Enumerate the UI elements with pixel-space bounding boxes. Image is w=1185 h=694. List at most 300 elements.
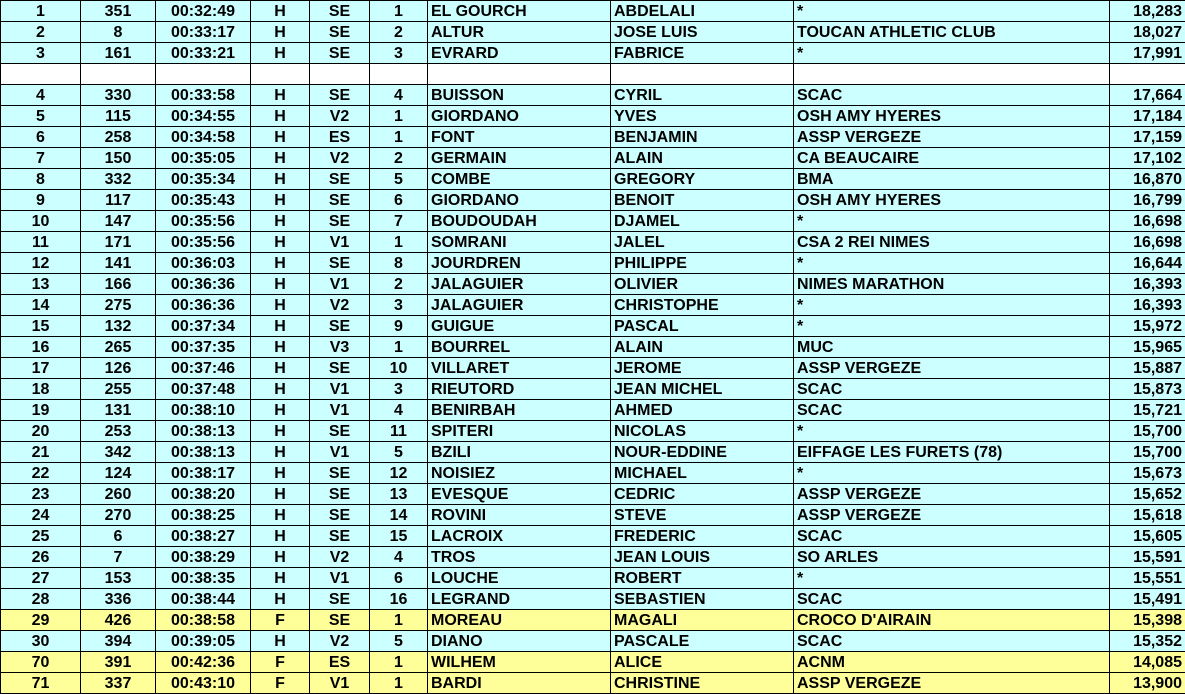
time-cell xyxy=(156,64,251,85)
time-cell: 00:39:05 xyxy=(156,631,251,652)
category-cell: ES xyxy=(310,127,370,148)
time-cell: 00:35:43 xyxy=(156,190,251,211)
table-row xyxy=(1,316,1185,337)
speed-cell xyxy=(1110,64,1185,85)
sex-cell: H xyxy=(251,22,310,43)
first-name-cell: ALAIN xyxy=(611,337,794,358)
first-name-cell: PASCAL xyxy=(611,316,794,337)
club-cell: CA BEAUCAIRE xyxy=(794,148,1110,169)
speed-cell: 15,873 xyxy=(1110,379,1185,400)
category-cell: SE xyxy=(310,253,370,274)
speed-cell: 17,159 xyxy=(1110,127,1185,148)
category-cell: V1 xyxy=(310,673,370,694)
time-cell: 00:35:05 xyxy=(156,148,251,169)
time-cell: 00:38:17 xyxy=(156,463,251,484)
category-rank-cell: 8 xyxy=(370,253,428,274)
category-cell: SE xyxy=(310,526,370,547)
speed-cell: 16,644 xyxy=(1110,253,1185,274)
time-cell: 00:34:58 xyxy=(156,127,251,148)
first-name-cell: DJAMEL xyxy=(611,211,794,232)
last-name-cell: BOURREL xyxy=(428,337,611,358)
last-name-cell: FONT xyxy=(428,127,611,148)
category-cell: V2 xyxy=(310,148,370,169)
category-cell xyxy=(310,64,370,85)
rank-cell: 12 xyxy=(1,253,81,274)
first-name-cell: NICOLAS xyxy=(611,421,794,442)
time-cell: 00:35:56 xyxy=(156,211,251,232)
club-cell: SCAC xyxy=(794,85,1110,106)
club-cell: SCAC xyxy=(794,379,1110,400)
time-cell: 00:33:21 xyxy=(156,43,251,64)
last-name-cell: GUIGUE xyxy=(428,316,611,337)
first-name-cell: JEAN LOUIS xyxy=(611,547,794,568)
first-name-cell: ABDELALI xyxy=(611,1,794,22)
bib-cell: 117 xyxy=(81,190,156,211)
bib-cell: 153 xyxy=(81,568,156,589)
last-name-cell: ROVINI xyxy=(428,505,611,526)
last-name-cell: BZILI xyxy=(428,442,611,463)
category-cell: V1 xyxy=(310,568,370,589)
time-cell: 00:38:44 xyxy=(156,589,251,610)
first-name-cell: MAGALI xyxy=(611,610,794,631)
first-name-cell: JALEL xyxy=(611,232,794,253)
time-cell: 00:32:49 xyxy=(156,1,251,22)
speed-cell: 15,721 xyxy=(1110,400,1185,421)
sex-cell: H xyxy=(251,316,310,337)
club-cell: SCAC xyxy=(794,631,1110,652)
category-rank-cell: 1 xyxy=(370,652,428,673)
table-row xyxy=(1,589,1185,610)
category-rank-cell: 2 xyxy=(370,274,428,295)
time-cell: 00:37:48 xyxy=(156,379,251,400)
table-row xyxy=(1,400,1185,421)
speed-cell: 15,605 xyxy=(1110,526,1185,547)
first-name-cell: OLIVIER xyxy=(611,274,794,295)
sex-cell: H xyxy=(251,253,310,274)
time-cell: 00:38:25 xyxy=(156,505,251,526)
last-name-cell: EL GOURCH xyxy=(428,1,611,22)
club-cell: * xyxy=(794,1,1110,22)
last-name-cell: SOMRANI xyxy=(428,232,611,253)
sex-cell: H xyxy=(251,85,310,106)
time-cell: 00:38:58 xyxy=(156,610,251,631)
table-row xyxy=(1,1,1185,22)
club-cell: * xyxy=(794,211,1110,232)
category-rank-cell: 1 xyxy=(370,1,428,22)
sex-cell: H xyxy=(251,442,310,463)
sex-cell: H xyxy=(251,379,310,400)
table-row xyxy=(1,358,1185,379)
table-row xyxy=(1,421,1185,442)
first-name-cell: NOUR-EDDINE xyxy=(611,442,794,463)
rank-cell: 10 xyxy=(1,211,81,232)
time-cell: 00:38:29 xyxy=(156,547,251,568)
time-cell: 00:43:10 xyxy=(156,673,251,694)
sex-cell: H xyxy=(251,106,310,127)
last-name-cell: NOISIEZ xyxy=(428,463,611,484)
rank-cell: 19 xyxy=(1,400,81,421)
category-rank-cell: 9 xyxy=(370,316,428,337)
table-row xyxy=(1,127,1185,148)
rank-cell: 1 xyxy=(1,1,81,22)
category-cell: V1 xyxy=(310,232,370,253)
club-cell: ASSP VERGEZE xyxy=(794,358,1110,379)
last-name-cell: EVESQUE xyxy=(428,484,611,505)
category-cell: V2 xyxy=(310,631,370,652)
category-cell: V1 xyxy=(310,400,370,421)
time-cell: 00:35:56 xyxy=(156,232,251,253)
category-cell: SE xyxy=(310,169,370,190)
last-name-cell: MOREAU xyxy=(428,610,611,631)
club-cell: * xyxy=(794,316,1110,337)
rank-cell: 7 xyxy=(1,148,81,169)
first-name-cell: BENJAMIN xyxy=(611,127,794,148)
category-rank-cell: 1 xyxy=(370,127,428,148)
category-rank-cell: 1 xyxy=(370,610,428,631)
sex-cell xyxy=(251,64,310,85)
results-body xyxy=(1,1,1185,694)
rank-cell: 70 xyxy=(1,652,81,673)
last-name-cell: BUISSON xyxy=(428,85,611,106)
table-row xyxy=(1,148,1185,169)
last-name-cell: GIORDANO xyxy=(428,106,611,127)
club-cell: * xyxy=(794,421,1110,442)
table-row xyxy=(1,337,1185,358)
last-name-cell: GERMAIN xyxy=(428,148,611,169)
sex-cell: H xyxy=(251,232,310,253)
first-name-cell: PHILIPPE xyxy=(611,253,794,274)
bib-cell xyxy=(81,64,156,85)
rank-cell: 17 xyxy=(1,358,81,379)
category-rank-cell: 3 xyxy=(370,379,428,400)
speed-cell: 15,673 xyxy=(1110,463,1185,484)
table-row xyxy=(1,232,1185,253)
rank-cell: 18 xyxy=(1,379,81,400)
rank-cell: 9 xyxy=(1,190,81,211)
club-cell: * xyxy=(794,253,1110,274)
rank-cell: 8 xyxy=(1,169,81,190)
category-cell: V1 xyxy=(310,442,370,463)
rank-cell: 21 xyxy=(1,442,81,463)
first-name-cell: CYRIL xyxy=(611,85,794,106)
time-cell: 00:37:34 xyxy=(156,316,251,337)
bib-cell: 258 xyxy=(81,127,156,148)
bib-cell: 337 xyxy=(81,673,156,694)
last-name-cell: COMBE xyxy=(428,169,611,190)
sex-cell: F xyxy=(251,652,310,673)
speed-cell: 16,698 xyxy=(1110,232,1185,253)
category-rank-cell: 1 xyxy=(370,232,428,253)
last-name-cell: JOURDREN xyxy=(428,253,611,274)
speed-cell: 17,664 xyxy=(1110,85,1185,106)
category-cell: SE xyxy=(310,484,370,505)
last-name-cell: BENIRBAH xyxy=(428,400,611,421)
sex-cell: H xyxy=(251,526,310,547)
sex-cell: H xyxy=(251,148,310,169)
club-cell: * xyxy=(794,463,1110,484)
first-name-cell: YVES xyxy=(611,106,794,127)
category-cell: V1 xyxy=(310,379,370,400)
sex-cell: H xyxy=(251,484,310,505)
rank-cell: 14 xyxy=(1,295,81,316)
rank-cell: 16 xyxy=(1,337,81,358)
last-name-cell: GIORDANO xyxy=(428,190,611,211)
category-cell: SE xyxy=(310,358,370,379)
rank-cell: 23 xyxy=(1,484,81,505)
last-name-cell: BOUDOUDAH xyxy=(428,211,611,232)
bib-cell: 161 xyxy=(81,43,156,64)
category-rank-cell: 4 xyxy=(370,85,428,106)
rank-cell: 29 xyxy=(1,610,81,631)
table-row xyxy=(1,442,1185,463)
last-name-cell: LACROIX xyxy=(428,526,611,547)
speed-cell: 16,393 xyxy=(1110,295,1185,316)
rank-cell: 15 xyxy=(1,316,81,337)
last-name-cell: SPITERI xyxy=(428,421,611,442)
rank-cell: 27 xyxy=(1,568,81,589)
category-cell: SE xyxy=(310,610,370,631)
speed-cell: 15,591 xyxy=(1110,547,1185,568)
bib-cell: 7 xyxy=(81,547,156,568)
rank-cell: 24 xyxy=(1,505,81,526)
first-name-cell: FREDERIC xyxy=(611,526,794,547)
bib-cell: 394 xyxy=(81,631,156,652)
rank-cell: 30 xyxy=(1,631,81,652)
rank-cell: 3 xyxy=(1,43,81,64)
club-cell: ASSP VERGEZE xyxy=(794,127,1110,148)
first-name-cell: CHRISTOPHE xyxy=(611,295,794,316)
bib-cell: 171 xyxy=(81,232,156,253)
speed-cell: 17,184 xyxy=(1110,106,1185,127)
time-cell: 00:42:36 xyxy=(156,652,251,673)
speed-cell: 18,027 xyxy=(1110,22,1185,43)
category-rank-cell: 5 xyxy=(370,631,428,652)
speed-cell: 15,352 xyxy=(1110,631,1185,652)
table-row xyxy=(1,526,1185,547)
rank-cell: 6 xyxy=(1,127,81,148)
table-row xyxy=(1,211,1185,232)
category-cell: V1 xyxy=(310,274,370,295)
category-rank-cell: 2 xyxy=(370,148,428,169)
table-row xyxy=(1,484,1185,505)
last-name-cell: EVRARD xyxy=(428,43,611,64)
bib-cell: 141 xyxy=(81,253,156,274)
sex-cell: H xyxy=(251,211,310,232)
table-row xyxy=(1,190,1185,211)
bib-cell: 342 xyxy=(81,442,156,463)
category-cell: SE xyxy=(310,1,370,22)
club-cell: EIFFAGE LES FURETS (78) xyxy=(794,442,1110,463)
category-cell: SE xyxy=(310,316,370,337)
club-cell xyxy=(794,64,1110,85)
category-rank-cell: 4 xyxy=(370,400,428,421)
bib-cell: 132 xyxy=(81,316,156,337)
category-cell: V2 xyxy=(310,547,370,568)
time-cell: 00:33:17 xyxy=(156,22,251,43)
bib-cell: 131 xyxy=(81,400,156,421)
time-cell: 00:37:35 xyxy=(156,337,251,358)
club-cell: * xyxy=(794,43,1110,64)
sex-cell: H xyxy=(251,190,310,211)
first-name-cell: PASCALE xyxy=(611,631,794,652)
speed-cell: 15,965 xyxy=(1110,337,1185,358)
sex-cell: H xyxy=(251,43,310,64)
time-cell: 00:35:34 xyxy=(156,169,251,190)
time-cell: 00:37:46 xyxy=(156,358,251,379)
club-cell: OSH AMY HYERES xyxy=(794,106,1110,127)
time-cell: 00:38:13 xyxy=(156,421,251,442)
category-cell: SE xyxy=(310,589,370,610)
first-name-cell: CHRISTINE xyxy=(611,673,794,694)
club-cell: SCAC xyxy=(794,400,1110,421)
bib-cell: 255 xyxy=(81,379,156,400)
speed-cell: 16,799 xyxy=(1110,190,1185,211)
table-row xyxy=(1,547,1185,568)
table-row xyxy=(1,295,1185,316)
time-cell: 00:38:20 xyxy=(156,484,251,505)
speed-cell: 17,102 xyxy=(1110,148,1185,169)
sex-cell: H xyxy=(251,274,310,295)
first-name-cell: ALAIN xyxy=(611,148,794,169)
rank-cell: 26 xyxy=(1,547,81,568)
speed-cell: 16,870 xyxy=(1110,169,1185,190)
first-name-cell: JEAN MICHEL xyxy=(611,379,794,400)
last-name-cell: JALAGUIER xyxy=(428,295,611,316)
bib-cell: 275 xyxy=(81,295,156,316)
speed-cell: 15,491 xyxy=(1110,589,1185,610)
time-cell: 00:33:58 xyxy=(156,85,251,106)
category-rank-cell xyxy=(370,64,428,85)
speed-cell: 18,283 xyxy=(1110,1,1185,22)
bib-cell: 124 xyxy=(81,463,156,484)
speed-cell: 15,398 xyxy=(1110,610,1185,631)
table-row xyxy=(1,463,1185,484)
first-name-cell: MICHAEL xyxy=(611,463,794,484)
first-name-cell: BENOIT xyxy=(611,190,794,211)
category-rank-cell: 3 xyxy=(370,295,428,316)
time-cell: 00:38:10 xyxy=(156,400,251,421)
category-rank-cell: 5 xyxy=(370,169,428,190)
bib-cell: 391 xyxy=(81,652,156,673)
category-cell: SE xyxy=(310,421,370,442)
first-name-cell: AHMED xyxy=(611,400,794,421)
rank-cell: 11 xyxy=(1,232,81,253)
category-cell: SE xyxy=(310,190,370,211)
bib-cell: 265 xyxy=(81,337,156,358)
time-cell: 00:34:55 xyxy=(156,106,251,127)
last-name-cell: WILHEM xyxy=(428,652,611,673)
category-rank-cell: 1 xyxy=(370,337,428,358)
speed-cell: 13,900 xyxy=(1110,673,1185,694)
last-name-cell: VILLARET xyxy=(428,358,611,379)
rank-cell xyxy=(1,64,81,85)
category-rank-cell: 16 xyxy=(370,589,428,610)
sex-cell: H xyxy=(251,631,310,652)
last-name-cell: BARDI xyxy=(428,673,611,694)
bib-cell: 253 xyxy=(81,421,156,442)
first-name-cell: SEBASTIEN xyxy=(611,589,794,610)
table-row xyxy=(1,673,1185,694)
last-name-cell: DIANO xyxy=(428,631,611,652)
rank-cell: 4 xyxy=(1,85,81,106)
speed-cell: 15,652 xyxy=(1110,484,1185,505)
speed-cell: 15,551 xyxy=(1110,568,1185,589)
first-name-cell: ALICE xyxy=(611,652,794,673)
bib-cell: 330 xyxy=(81,85,156,106)
sex-cell: H xyxy=(251,295,310,316)
last-name-cell: LEGRAND xyxy=(428,589,611,610)
speed-cell: 17,991 xyxy=(1110,43,1185,64)
rank-cell: 71 xyxy=(1,673,81,694)
category-rank-cell: 10 xyxy=(370,358,428,379)
category-rank-cell: 1 xyxy=(370,673,428,694)
first-name-cell: FABRICE xyxy=(611,43,794,64)
first-name-cell: JOSE LUIS xyxy=(611,22,794,43)
time-cell: 00:36:03 xyxy=(156,253,251,274)
first-name-cell xyxy=(611,64,794,85)
sex-cell: F xyxy=(251,673,310,694)
sex-cell: H xyxy=(251,400,310,421)
table-row xyxy=(1,652,1185,673)
speed-cell: 14,085 xyxy=(1110,652,1185,673)
sex-cell: H xyxy=(251,169,310,190)
category-rank-cell: 4 xyxy=(370,547,428,568)
club-cell: SO ARLES xyxy=(794,547,1110,568)
speed-cell: 15,700 xyxy=(1110,421,1185,442)
sex-cell: H xyxy=(251,505,310,526)
rank-cell: 28 xyxy=(1,589,81,610)
table-row xyxy=(1,631,1185,652)
sex-cell: H xyxy=(251,463,310,484)
time-cell: 00:38:35 xyxy=(156,568,251,589)
category-rank-cell: 14 xyxy=(370,505,428,526)
category-cell: ES xyxy=(310,652,370,673)
speed-cell: 15,618 xyxy=(1110,505,1185,526)
sex-cell: H xyxy=(251,568,310,589)
first-name-cell: JEROME xyxy=(611,358,794,379)
sex-cell: H xyxy=(251,358,310,379)
table-row xyxy=(1,274,1185,295)
category-cell: SE xyxy=(310,505,370,526)
last-name-cell: ALTUR xyxy=(428,22,611,43)
club-cell: BMA xyxy=(794,169,1110,190)
time-cell: 00:36:36 xyxy=(156,274,251,295)
rank-cell: 20 xyxy=(1,421,81,442)
sex-cell: H xyxy=(251,421,310,442)
category-rank-cell: 15 xyxy=(370,526,428,547)
sex-cell: H xyxy=(251,547,310,568)
bib-cell: 126 xyxy=(81,358,156,379)
category-cell: SE xyxy=(310,22,370,43)
speed-cell: 16,698 xyxy=(1110,211,1185,232)
last-name-cell xyxy=(428,64,611,85)
category-rank-cell: 13 xyxy=(370,484,428,505)
category-rank-cell: 11 xyxy=(370,421,428,442)
category-rank-cell: 6 xyxy=(370,568,428,589)
table-row xyxy=(1,22,1185,43)
club-cell: MUC xyxy=(794,337,1110,358)
category-cell: SE xyxy=(310,211,370,232)
time-cell: 00:38:27 xyxy=(156,526,251,547)
category-cell: SE xyxy=(310,85,370,106)
bib-cell: 147 xyxy=(81,211,156,232)
bib-cell: 6 xyxy=(81,526,156,547)
rank-cell: 22 xyxy=(1,463,81,484)
rank-cell: 25 xyxy=(1,526,81,547)
club-cell: * xyxy=(794,295,1110,316)
club-cell: NIMES MARATHON xyxy=(794,274,1110,295)
first-name-cell: CEDRIC xyxy=(611,484,794,505)
